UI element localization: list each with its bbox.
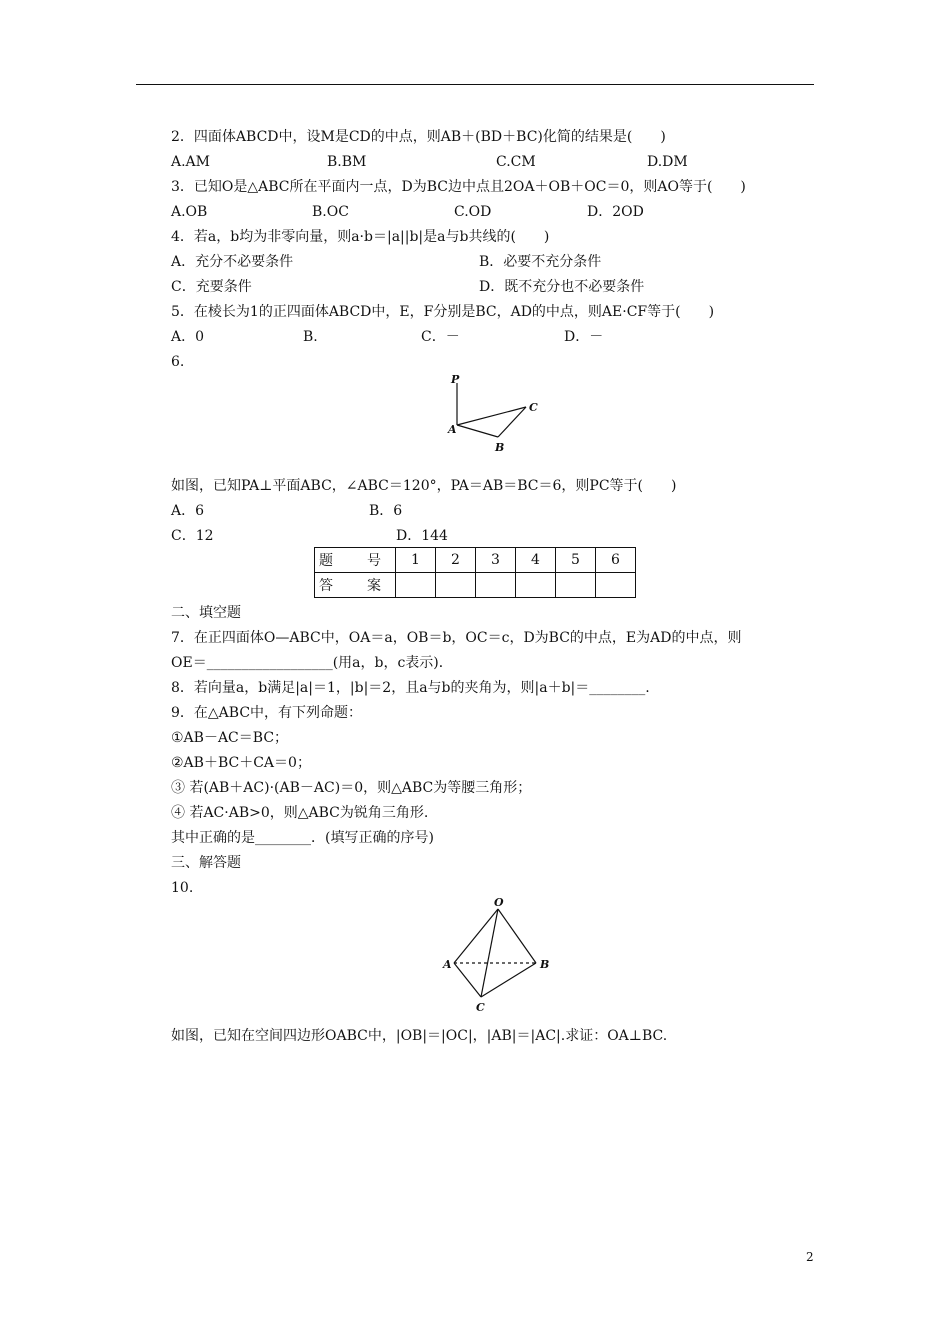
- q2-option-a: A.AM: [171, 154, 211, 170]
- table-cell: 6: [596, 548, 636, 573]
- q4-option-d: D．既不充分也不必要条件: [479, 279, 645, 295]
- q5-stem: 5．在棱长为1的正四面体ABCD中，E，F分别是BC，AD的中点，则AE·CF等于( ): [171, 304, 715, 320]
- q3-option-c: C.OD: [454, 204, 492, 220]
- table-row: [315, 573, 636, 598]
- q5-option-c: C．－: [421, 329, 460, 345]
- label-a: A: [448, 423, 457, 436]
- q2-option-b: B.BM: [327, 154, 367, 170]
- q6-number: 6.: [171, 354, 185, 370]
- label-p: P: [451, 373, 460, 386]
- table-head-number: 题 号: [315, 548, 396, 573]
- answer-table: [314, 547, 636, 598]
- edge-ob: [498, 909, 536, 963]
- q6-stem: 如图，已知PA⊥平面ABC，∠ABC＝120°，PA＝AB＝BC＝6，则PC等于( ): [171, 478, 677, 494]
- q10-stem: 如图，已知在空间四边形OABC中，|OB|＝|OC|，|AB|＝|AC|.求证：OA⊥BC.: [171, 1028, 668, 1044]
- q4-option-b: B．必要不充分条件: [479, 254, 602, 270]
- q6-option-d: D．144: [396, 528, 448, 544]
- edge-ac: [454, 963, 481, 997]
- label-c: C: [529, 401, 538, 414]
- table-cell: 5: [556, 548, 596, 573]
- label-b: B: [495, 441, 505, 454]
- table-cell: 4: [516, 548, 556, 573]
- q6-option-c: C．12: [171, 528, 214, 544]
- q5-option-d: D．－: [564, 329, 604, 345]
- edge-bc: [481, 963, 536, 997]
- q6-figure: [440, 370, 550, 460]
- q9-item-1: ①AB－AC＝BC；: [171, 730, 289, 746]
- answer-cell-4[interactable]: [516, 573, 556, 598]
- q5-option-a: A．0: [171, 329, 205, 345]
- page-number: 2: [806, 1250, 814, 1264]
- q3-option-b: B.OC: [312, 204, 349, 220]
- q4-option-c: C．充要条件: [171, 279, 252, 295]
- q2-stem: 2．四面体ABCD中，设M是CD的中点，则AB＋(BD＋BC)化简的结果是( ): [171, 129, 666, 145]
- q6-option-a: A．6: [171, 503, 205, 519]
- q2-option-c: C.CM: [496, 154, 536, 170]
- q6-option-b: B．6: [369, 503, 403, 519]
- label-b: B: [540, 958, 550, 971]
- section-solve: 三、解答题: [171, 855, 241, 871]
- q3-option-a: A.OB: [171, 204, 208, 220]
- answer-cell-6[interactable]: [596, 573, 636, 598]
- answer-cell-5[interactable]: [556, 573, 596, 598]
- q9-stem: 9．在△ABC中，有下列命题：: [171, 705, 363, 721]
- edge-oa: [454, 909, 498, 963]
- answer-cell-2[interactable]: [436, 573, 476, 598]
- edge-ac: [457, 407, 526, 425]
- q2-option-d: D.DM: [647, 154, 688, 170]
- section-fill-blank: 二、填空题: [171, 605, 241, 621]
- q10-figure: [435, 893, 560, 1018]
- q3-stem: 3．已知O是△ABC所在平面内一点，D为BC边中点且2OA＋OB＋OC＝0，则AO等于( ): [171, 179, 746, 195]
- header-rule: [136, 84, 814, 85]
- answer-cell-3[interactable]: [476, 573, 516, 598]
- q4-option-a: A．充分不必要条件: [171, 254, 294, 270]
- table-cell: 2: [436, 548, 476, 573]
- label-c: C: [476, 1001, 485, 1014]
- q9-item-4: ④ 若AC·AB>0，则△ABC为锐角三角形.: [171, 805, 429, 821]
- q9-tail: 其中正确的是________．(填写正确的序号): [171, 830, 434, 846]
- table-cell: 1: [396, 548, 436, 573]
- edge-oc: [481, 909, 498, 997]
- table-row: [315, 548, 636, 573]
- q9-item-3: ③ 若(AB＋AC)·(AB－AC)＝0，则△ABC为等腰三角形；: [171, 780, 532, 796]
- edge-bc: [498, 407, 526, 437]
- edge-ab: [457, 425, 498, 437]
- table-cell: 3: [476, 548, 516, 573]
- q7-line2: OE＝__________________(用a，b，c表示)．: [171, 655, 453, 671]
- q9-item-2: ②AB＋BC＋CA＝0；: [171, 755, 311, 771]
- q7-line1: 7．在正四面体O—ABC中，OA＝a，OB＝b，OC＝c，D为BC的中点，E为AD的中点，则: [171, 630, 742, 646]
- q4-stem: 4．若a，b均为非零向量，则a·b＝|a||b|是a与b共线的( ): [171, 229, 550, 245]
- q10-number: 10.: [171, 880, 194, 896]
- label-a: A: [443, 958, 452, 971]
- answer-cell-1[interactable]: [396, 573, 436, 598]
- q3-option-d: D．2OD: [587, 204, 644, 220]
- q8-stem: 8．若向量a，b满足|a|＝1，|b|＝2，且a与b的夹角为，则|a＋b|＝________.: [171, 680, 650, 696]
- q5-option-b: B.: [303, 329, 318, 345]
- table-head-answer: 答 案: [315, 573, 396, 598]
- label-o: O: [494, 896, 504, 909]
